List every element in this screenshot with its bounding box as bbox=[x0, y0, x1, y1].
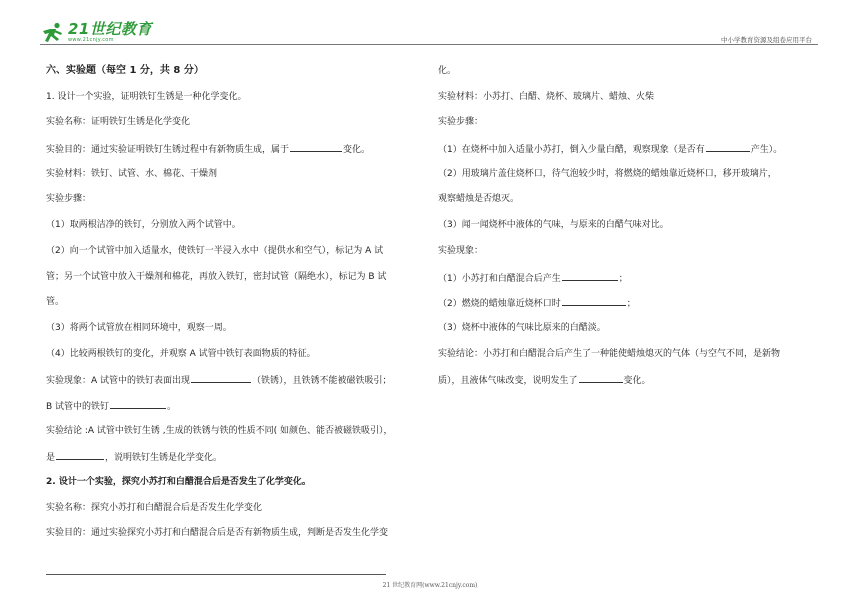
section-title: 六、实验题（每空 1 分，共 8 分） bbox=[46, 65, 204, 76]
conclusion-1-b: 是 ，说明铁钉生锈是化学变化。 bbox=[46, 449, 424, 475]
answer-blank[interactable] bbox=[56, 449, 104, 460]
purpose-2-continued: 化。 bbox=[438, 66, 457, 76]
left-column bbox=[46, 64, 424, 552]
observation-1-b: B 试管中的铁钉 。 bbox=[46, 398, 424, 424]
conclusion-2-b: 质），且液体气味改变，说明发生了 变化。 bbox=[438, 372, 818, 398]
conclusion-1-a: 实验结论 :A 试管中铁钉生锈 ,生成的铁锈与铁的性质不同( 如颜色、能否被磁铁吸引）， bbox=[46, 425, 393, 436]
step-1-3: （3）将两个试管放在相同环境中，观察一周。 bbox=[46, 322, 232, 333]
experiment-purpose-2: 实验目的：通过实验探究小苏打和白醋混合后是否有新物质生成，判断是否发生化学变 bbox=[46, 528, 389, 539]
observation-2-1: （1）小苏打和白醋混合后产生 ； bbox=[438, 270, 818, 296]
right-column bbox=[438, 64, 818, 398]
step-2-3: （3）闻一闻烧杯中液体的气味，与原来的白醋气味对比。 bbox=[438, 220, 669, 231]
question-1: 1. 设计一个实验，证明铁钉生锈是一种化学变化。 bbox=[46, 91, 247, 102]
answer-blank[interactable] bbox=[706, 141, 750, 152]
answer-blank[interactable] bbox=[290, 141, 342, 152]
step-2-2-b: 观察蜡烛是否熄灭。 bbox=[438, 194, 520, 205]
observation-2-2: （2）燃烧的蜡烛靠近烧杯口时 ； bbox=[438, 295, 818, 321]
conclusion-2-a: 实验结论：小苏打和白醋混合后产生了一种能使蜡烛熄灭的气体（与空气不同，是新物 bbox=[438, 348, 781, 359]
answer-blank[interactable] bbox=[191, 372, 251, 383]
page-header bbox=[0, 0, 860, 50]
question-2: 2. 设计一个实验，探究小苏打和白醋混合后是否发生了化学变化。 bbox=[46, 477, 311, 487]
step-1-1: （1）取两根洁净的铁钉，分别放入两个试管中。 bbox=[46, 220, 241, 231]
experiment-purpose-1: 实验目的：通过实验证明铁钉生锈过程中有新物质生成，属于 变化。 bbox=[46, 141, 424, 167]
experiment-steps-2: 实验步骤： bbox=[438, 117, 484, 128]
footer-divider bbox=[46, 574, 386, 575]
site-logo bbox=[40, 22, 152, 44]
step-1-4: （4）比较两根铁钉的变化，并观察 A 试管中铁钉表面物质的特征。 bbox=[46, 348, 316, 359]
header-divider bbox=[40, 44, 818, 45]
step-1-2-b: 管；另一个试管中放入干燥剂和棉花，再放入铁钉，密封试管（隔绝水），标记为 B 试 bbox=[46, 271, 387, 282]
experiment-name-2: 实验名称：探究小苏打和白醋混合后是否发生化学变化 bbox=[46, 502, 263, 513]
step-1-2-c: 管。 bbox=[46, 297, 65, 308]
experiment-materials-1: 实验材料：铁钉、试管、水、棉花、干燥剂 bbox=[46, 168, 218, 179]
footer-text: 21 世纪教育网(www.21cnjy.com) bbox=[382, 582, 478, 589]
running-figure-icon bbox=[40, 22, 66, 44]
answer-blank[interactable] bbox=[562, 295, 626, 306]
logo-name: 21世纪教育 bbox=[68, 20, 152, 38]
observation-1: 实验现象：A 试管中的铁钉表面出现 （铁锈），且铁锈不能被磁铁吸引； bbox=[46, 372, 424, 398]
observation-2: 实验现象： bbox=[438, 245, 484, 256]
logo-url: www.21cnjy.com bbox=[68, 37, 114, 43]
platform-name: 中小学教育资源及组卷应用平台 bbox=[721, 36, 812, 44]
experiment-name-1: 实验名称：证明铁钉生锈是化学变化 bbox=[46, 117, 191, 128]
experiment-materials-2: 实验材料：小苏打、白醋、烧杯、玻璃片、蜡烛、火柴 bbox=[438, 91, 655, 102]
answer-blank[interactable] bbox=[579, 372, 623, 383]
observation-2-3: （3）烧杯中液体的气味比原来的白醋淡。 bbox=[438, 322, 606, 333]
answer-blank[interactable] bbox=[110, 398, 166, 409]
answer-blank[interactable] bbox=[562, 270, 618, 281]
experiment-steps-1: 实验步骤： bbox=[46, 194, 92, 205]
step-1-2-a: （2）向一个试管中加入适量水，使铁钉一半浸入水中（提供水和空气），标记为 A 试 bbox=[46, 245, 384, 256]
step-2-2-a: （2）用玻璃片盖住烧杯口，待气泡较少时，将燃烧的蜡烛靠近烧杯口，移开玻璃片， bbox=[438, 168, 777, 179]
step-2-1: （1）在烧杯中加入适量小苏打，倒入少量白醋，观察现象（是否有 产生）。 bbox=[438, 141, 818, 167]
